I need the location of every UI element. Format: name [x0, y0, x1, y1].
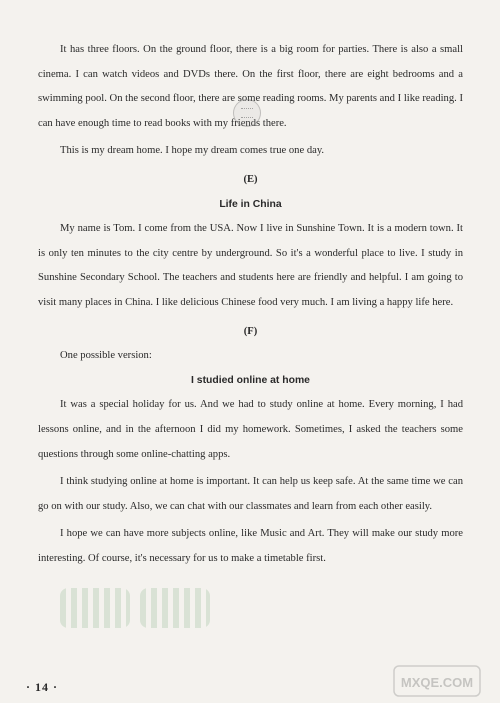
svg-text:MXQE.COM: MXQE.COM	[400, 675, 474, 690]
paragraph: I think studying online at home is important. It can help us keep safe. At the same time we can go on with our study. Also, we can chat with our classmates and learn from each other easily.	[38, 476, 463, 512]
section-label: (F)	[243, 325, 258, 337]
section-title: I studied online at home	[191, 374, 310, 386]
paragraph: This is my dream home. I hope my dream comes true one day.	[60, 145, 325, 157]
paragraph: One possible version:	[60, 350, 152, 362]
paragraph: It has three floors. On the ground floor, there is a big room for parties. There is also a small cinema. I can watch videos and DVDs there. On the first floor, there are eight bedrooms and a swimming pool. On the second floor, there are some reading rooms. My parents and I like reading. I can have enough time to read books with my friends there.	[38, 44, 463, 129]
paragraph: My name is Tom. I come from the USA. Now I live in Sunshine Town. It is a modern town. It is only ten minutes to the city centre by underground. So it's a wonderful place to live. I study in Sunshine Secondary School. The teachers and students here are friendly and helpful. I am going to visit many places in China. I like delicious Chinese food very much. I am living a happy life here.	[38, 223, 463, 308]
watermark-icon	[140, 588, 210, 628]
paragraph: I hope we can have more subjects online, like Music and Art. They will make our study more interesting. Of course, it's necessary for us to make a timetable first.	[38, 528, 463, 564]
watermark-icon	[60, 588, 130, 628]
paragraph: It was a special holiday for us. And we had to study online at home. Every morning, I had lessons online, and in the afternoon I did my homework. Sometimes, I asked the teachers some questions through some online-chatting apps.	[38, 399, 463, 460]
section-title: Life in China	[219, 198, 282, 210]
site-watermark-logo	[392, 664, 482, 698]
stamp-icon	[233, 99, 261, 127]
section-label: (E)	[243, 173, 258, 185]
page-number: · 14 ·	[26, 680, 59, 694]
